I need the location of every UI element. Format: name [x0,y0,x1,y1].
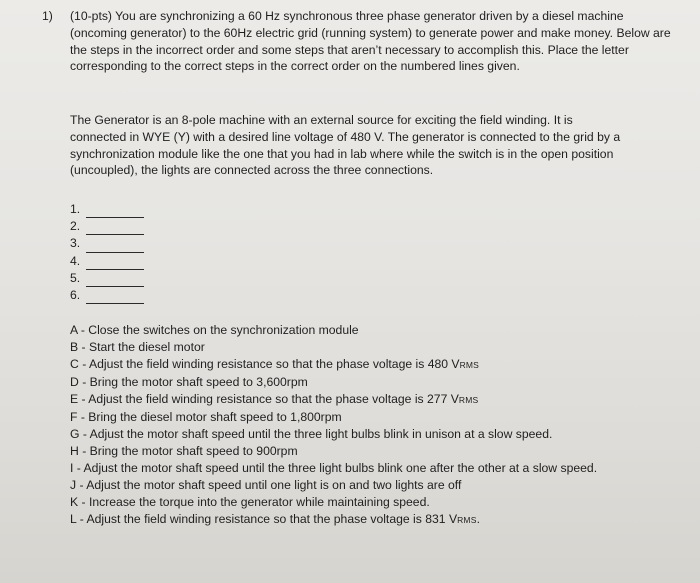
option-b: B - Start the diesel motor [70,340,205,354]
blank-number: 4. [70,253,81,268]
blank-number: 1. [70,202,81,216]
option-l-text: L - Adjust the field winding resistance so that the phase voltage is 831 V [70,512,458,526]
option-j: J - Adjust the motor shaft speed until one light is on and two lights are off [70,478,462,492]
blank-row [70,235,144,252]
blank-number: 6. [70,288,81,303]
option-a: A - Close the switches on the synchronization module [70,323,359,337]
answer-blanks [70,201,144,304]
option-d: D - Bring the motor shaft speed to 3,600rpm [70,375,308,389]
blank-number: 2. [70,219,81,234]
blank-row [70,253,144,270]
option-e-text: E - Adjust the field winding resistance so that the phase voltage is 277 V [70,392,459,406]
question-block [42,8,682,75]
option-f: F - Bring the diesel motor shaft speed to 1,800rpm [70,410,342,424]
blank-line[interactable] [86,274,144,287]
blank-row [70,270,144,287]
blank-row [70,287,144,304]
rms-subscript: RMS [459,360,480,370]
step-options [70,322,650,529]
option-l-end: . [476,512,480,526]
question-text: (10-pts) You are synchronizing a 60 Hz synchronous three phase generator driven by a diesel machine (oncoming generator) to the 60Hz electric grid (running system) to generate power and make money. Below are the steps in the incorrect order and some steps that aren’t necessary to accomplish this. Place the letter corresponding to the correct steps in the correct order on the numbered lines given. [70,9,671,74]
blank-row [70,218,144,235]
intro-paragraph: The Generator is an 8-pole machine with an external source for exciting the field winding. It is connected in WYE (Y) with a desired line voltage of 480 V. The generator is connected to the grid by a synchronization module like the one that you had in lab where while the switch is in the open position (uncoupled), the lights are connected across the three connections. [70,113,621,178]
option-h: H - Bring the motor shaft speed to 900rpm [70,444,298,458]
blank-line[interactable] [86,222,144,235]
option-c-text: C - Adjust the field winding resistance so that the phase voltage is 480 V [70,357,460,371]
blank-line[interactable] [86,240,144,253]
option-e [70,391,650,409]
blank-row [70,201,144,218]
blank-line[interactable] [86,205,144,218]
rms-subscript: RMS [458,395,479,405]
question-number: 1) [42,9,53,23]
option-i: I - Adjust the motor shaft speed until the three light bulbs blink one after the other at a slow speed. [70,461,598,475]
blank-number: 5. [70,270,81,285]
option-g: G - Adjust the motor shaft speed until the three light bulbs blink in unison at a slow speed. [70,427,553,441]
blank-line[interactable] [86,291,144,304]
rms-subscript: RMS [457,515,477,525]
blank-line[interactable] [86,257,144,270]
option-k: K - Increase the torque into the generator while maintaining speed. [70,495,430,509]
option-l [70,511,650,529]
blank-number: 3. [70,236,81,251]
option-c [70,356,650,374]
